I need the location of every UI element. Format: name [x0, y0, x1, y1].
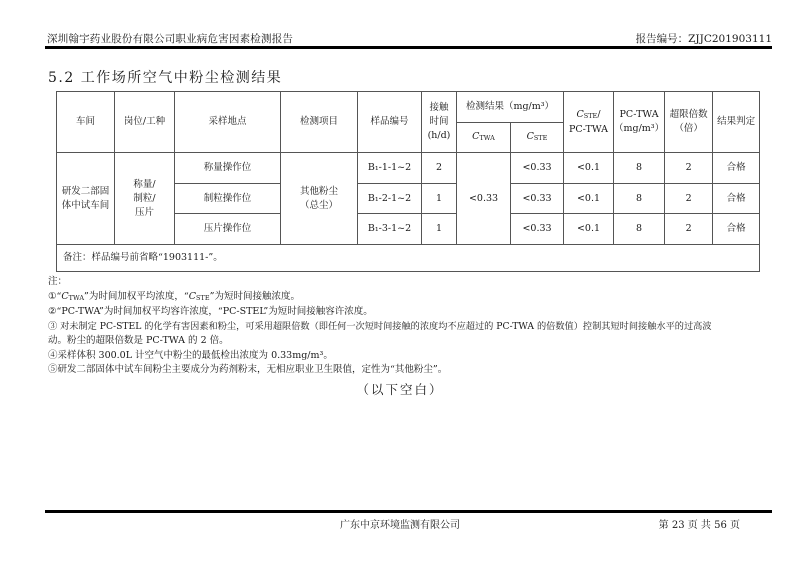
header-item: 检测项目: [281, 92, 358, 153]
ratio-line2: PC-TWA: [568, 123, 609, 135]
header-post: 岗位/工种: [115, 92, 175, 153]
cell-location: 称量操作位: [175, 153, 281, 184]
notes-block: [48, 275, 768, 378]
report-number-label: 报告编号：: [635, 33, 689, 45]
header-exposure-time-l1: 接触: [429, 102, 449, 113]
item-l1: 其他粉尘: [299, 185, 338, 197]
note-2: ②“PC-TWA”为时间加权平均容许浓度，“PC-STEL”为短时间接触容许浓度。: [48, 306, 373, 317]
header-cste: [511, 123, 564, 153]
cell-judgement: 合格: [713, 214, 760, 245]
workshop-l2: 体中试车间: [61, 199, 110, 211]
footer-page-number: 第 23 页 共 56 页: [658, 520, 740, 531]
note-5: ⑤研发二部固体中试车间粉尘主要成分为药剂粉末，无相应职业卫生限值，定性为“其他粉尘”。: [48, 364, 448, 375]
note-4: ④采样体积 300.0L 计空气中粉尘的最低检出浓度为 0.33mg/m³。: [48, 349, 333, 361]
post-l3: 压片: [134, 206, 154, 218]
cell-workshop: [57, 153, 115, 245]
ctwa-c: C: [472, 131, 480, 142]
workshop-l1: 研发二部固: [61, 185, 110, 197]
n1-c2: C: [188, 290, 197, 302]
excursion-line1: 超限倍数: [669, 109, 708, 120]
header-excursion: [665, 92, 713, 153]
cell-time: 2: [422, 153, 457, 184]
cell-judgement: 合格: [713, 184, 760, 214]
cell-sample-no: B₁-2-1~2: [358, 184, 422, 214]
table-remark-row: [57, 245, 760, 272]
header-rule: [45, 46, 772, 49]
cell-sample-no: B₁-1-1~2: [358, 153, 422, 184]
cell-sample-no: B₁-3-1~2: [358, 214, 422, 245]
cell-ratio: <0.1: [564, 214, 614, 245]
notes-label: 注：: [48, 276, 68, 287]
cell-cste: <0.33: [511, 214, 564, 245]
ctwa-sub: TWA: [479, 134, 495, 142]
ratio-sub: STE: [583, 111, 598, 120]
note-3-line2: 动。粉尘的超限倍数是 PC-TWA 的 2 倍。: [48, 335, 229, 346]
cell-cste: <0.33: [511, 184, 564, 214]
table-row: [57, 153, 760, 184]
report-number: [636, 31, 772, 46]
header-sample-no: 样品编号: [358, 92, 422, 153]
cell-cste: <0.33: [511, 153, 564, 184]
pctwa-line1: PC-TWA: [619, 109, 659, 120]
cell-ratio: <0.1: [564, 153, 614, 184]
cell-item: [281, 153, 358, 245]
cste-c: C: [526, 131, 534, 142]
pctwa-line2: （mg/m³）: [614, 123, 665, 134]
post-l1: 称量/: [133, 178, 156, 190]
report-number-value: ZJJC201903111: [688, 33, 772, 45]
header-judgement: 结果判定: [713, 92, 760, 153]
cell-excursion: 2: [665, 184, 713, 214]
header-exposure-time-l2: 时间: [429, 116, 449, 127]
footer-company: 广东中京环境监测有限公司: [340, 520, 460, 531]
ratio-c: C: [576, 108, 584, 120]
section-title: 5.2 工作场所空气中粉尘检测结果: [48, 70, 283, 86]
cell-post: [115, 153, 175, 245]
header-exposure-time-l3: (h/d): [427, 130, 451, 141]
cell-judgement: 合格: [713, 153, 760, 184]
cell-excursion: 2: [665, 214, 713, 245]
n1-b: ”为时间加权平均浓度，“: [84, 290, 189, 302]
header-pctwa: [614, 92, 665, 153]
cell-pctwa: 8: [614, 184, 665, 214]
n1-s1: TWA: [68, 293, 85, 302]
footer-rule: [45, 510, 772, 513]
item-l2: （总尘）: [299, 199, 338, 211]
header-ratio: [564, 92, 614, 153]
header-workshop: 车间: [57, 92, 115, 153]
cell-pctwa: 8: [614, 214, 665, 245]
note-3-line1: ③ 对未制定 PC-STEL 的化学有害因素和粉尘，可采用超限倍数（即任何一次短时间接触的浓度均不应超过的 PC-TWA 的倍数值）控制其短时间接触水平的过高波: [48, 320, 712, 332]
post-l2: 制粒/: [133, 192, 156, 204]
cell-excursion: 2: [665, 153, 713, 184]
cell-ratio: <0.1: [564, 184, 614, 214]
note-1: [48, 290, 768, 306]
excursion-line2: （倍）: [674, 123, 703, 134]
cell-time: 1: [422, 184, 457, 214]
cell-pctwa: 8: [614, 153, 665, 184]
ratio-slash: /: [597, 108, 601, 120]
cell-location: 压片操作位: [175, 214, 281, 245]
header-exposure-time: [422, 92, 457, 153]
n1-a: ①“: [48, 290, 62, 302]
table-header-row: [57, 92, 760, 123]
blank-below-marker: （以下空白）: [356, 382, 444, 397]
report-header-title: 深圳翰宇药业股份有限公司职业病危害因素检测报告: [47, 33, 294, 45]
cell-time: 1: [422, 214, 457, 245]
dust-results-table: [56, 91, 760, 272]
cste-sub: STE: [533, 134, 548, 142]
n1-end: ”为短时间接触浓度。: [209, 290, 300, 302]
cell-location: 制粒操作位: [175, 184, 281, 214]
header-result-group: 检测结果（mg/m³）: [457, 92, 564, 123]
n1-s2: STE: [196, 293, 210, 302]
table-remark: 备注：样品编号前省略“1903111-”。: [57, 245, 760, 272]
header-ctwa: [457, 123, 511, 153]
cell-ctwa: <0.33: [457, 153, 511, 245]
n1-c1: C: [61, 290, 69, 302]
header-location: 采样地点: [175, 92, 281, 153]
